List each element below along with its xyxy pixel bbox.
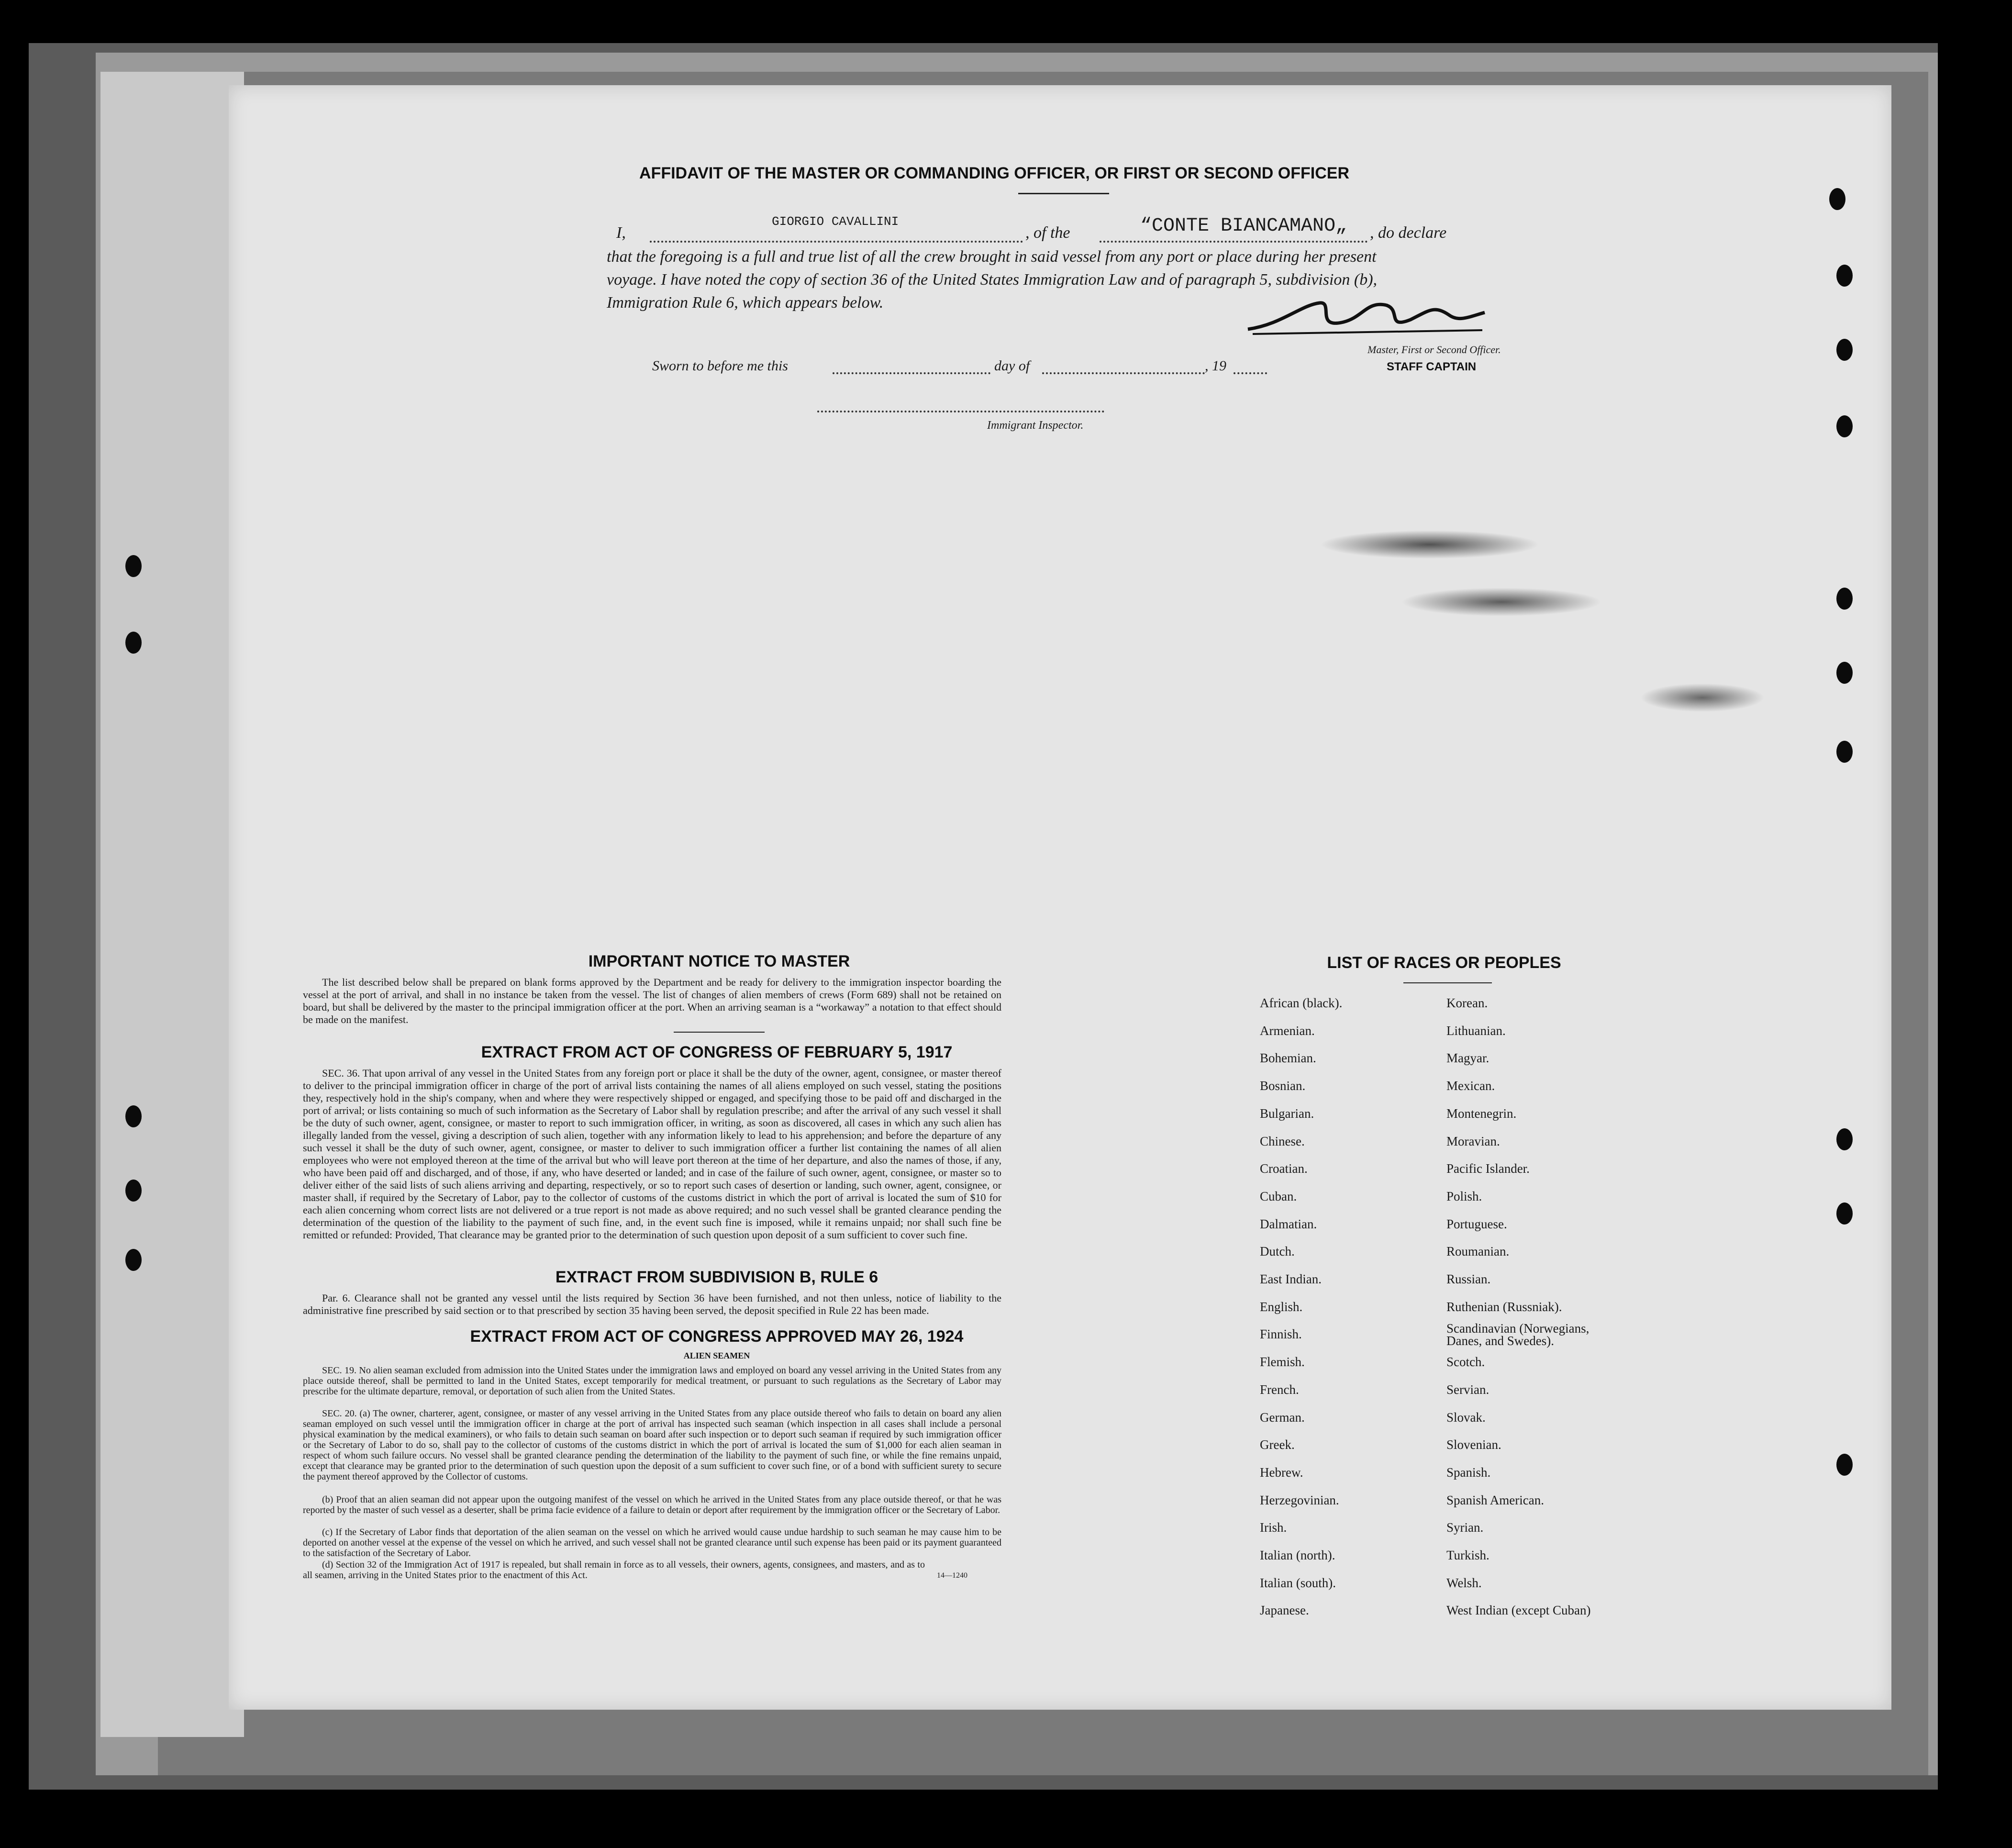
race-item: Mexican. bbox=[1446, 1079, 1495, 1093]
binder-hole bbox=[125, 555, 142, 577]
race-item: Scandinavian (Norwegians, Danes, and Swedes). bbox=[1446, 1321, 1590, 1348]
race-item: Dalmatian. bbox=[1260, 1216, 1317, 1231]
officer-name: GIORGIO CAVALLINI bbox=[772, 214, 899, 229]
section-rule bbox=[674, 1032, 765, 1033]
binder-hole bbox=[1836, 265, 1853, 287]
race-item: Korean. bbox=[1446, 996, 1488, 1010]
day-of-label: day of bbox=[994, 358, 1030, 374]
races-rule bbox=[1403, 982, 1492, 983]
race-item: Bohemian. bbox=[1260, 1051, 1316, 1066]
race-item: Polish. bbox=[1446, 1189, 1482, 1203]
race-item: Italian (north). bbox=[1260, 1548, 1335, 1562]
of-the-label: , of the bbox=[1025, 224, 1070, 242]
title-rule bbox=[1018, 193, 1109, 194]
race-item: Lithuanian. bbox=[1446, 1023, 1506, 1038]
sworn-year-line bbox=[1234, 372, 1267, 374]
race-item: Spanish. bbox=[1446, 1465, 1491, 1480]
race-item: Welsh. bbox=[1446, 1575, 1482, 1590]
binder-hole bbox=[125, 632, 142, 654]
form-number: 14—1240 bbox=[937, 1571, 967, 1580]
binder-hole bbox=[1836, 415, 1853, 437]
race-item: Armenian. bbox=[1260, 1023, 1315, 1038]
extract-1924-subtitle: ALIEN SEAMEN bbox=[683, 1351, 750, 1360]
inspector-label: Immigrant Inspector. bbox=[987, 419, 1084, 432]
officer-rank: STAFF CAPTAIN bbox=[1387, 360, 1477, 373]
binder-hole bbox=[125, 1180, 142, 1202]
race-item: Slovak. bbox=[1446, 1410, 1486, 1425]
binder-hole bbox=[1836, 588, 1853, 610]
race-item: Croatian. bbox=[1260, 1161, 1308, 1176]
vessel-name: “CONTE BIANCAMANO„ bbox=[1140, 215, 1347, 237]
extract-1924-sec20b: (b) Proof that an alien seaman did not appear upon the outgoing manifest of the vessel on which he arrived in the United States from any place outside thereof, or that he was reported by the master of such vessel as a deserter, shall be prima facie evidence of a failure to detain or deport after requirement by the immigration officer or the Secretary of Labor. bbox=[303, 1494, 1001, 1515]
do-declare-label: , do declare bbox=[1370, 224, 1447, 242]
ink-smudge bbox=[1640, 683, 1765, 712]
extract-1924-title: EXTRACT FROM ACT OF CONGRESS APPROVED MAY 26, 1924 bbox=[470, 1327, 964, 1346]
race-item: East Indian. bbox=[1260, 1272, 1322, 1286]
inspector-signature-line bbox=[817, 411, 1104, 412]
race-item: Hebrew. bbox=[1260, 1465, 1303, 1480]
binder-hole bbox=[125, 1249, 142, 1271]
race-item: Greek. bbox=[1260, 1437, 1295, 1452]
race-item: Scotch. bbox=[1446, 1355, 1485, 1369]
year-label: , 19 bbox=[1205, 358, 1226, 374]
sworn-label: Sworn to before me this bbox=[652, 358, 788, 374]
race-item: Roumanian. bbox=[1446, 1244, 1510, 1259]
race-item: Finnish. bbox=[1260, 1327, 1302, 1342]
officer-name-line bbox=[650, 241, 1023, 243]
binder-hole bbox=[1836, 339, 1853, 361]
race-item: English. bbox=[1260, 1299, 1303, 1314]
races-title: LIST OF RACES OR PEOPLES bbox=[1327, 954, 1561, 972]
affidavit-line-3: voyage. I have noted the copy of section 36 of the United States Immigration Law and of paragraph 5, subdivision (b), bbox=[607, 271, 1378, 289]
under-page-strip bbox=[100, 72, 244, 1737]
race-item: Ruthenian (Russniak). bbox=[1446, 1299, 1562, 1314]
race-item: Moravian. bbox=[1446, 1134, 1500, 1148]
extract-1917-body: SEC. 36. That upon arrival of any vessel in the United States from any foreign port or place it shall be the duty of the owner, agent, consignee, or master thereof to deliver to the principal immigration officer in charge of the port of arrival lists containing the names of all aliens employed on such vessel, stating the positions they, respectively hold in the ship's company, when and where they were respectively shipped or engaged, and specifying those to be paid off and discharged in the port of arrival; or lists containing so much of such information as the Secretary of Labor shall by regulation prescribe; and after the arrival of any such vessel it shall be the duty of such owner, agent, consignee, or master to report to such immigration officer, in writing, as soon as discovered, all cases in which any such alien has illegally landed from the vessel, giving a description of such alien, together with any information likely to lead to his apprehension; and before the departure of any such vessel it shall be the duty of such owner, agent, consignee, or master to deliver to such immigration officer a further list containing the names of all alien employees who were not employed thereon at the time of the arrival but who will leave port thereon at the time of her departure, and also the names of those, if any, who have been paid off and discharged, and of those, if any, who have deserted or landed; and in case of the failure of such owner, agent, consignee, or master so to deliver either of the said lists of such aliens arriving and departing, respectively, or so to report such cases of desertion or landing, such owner, agent, consignee, or master shall, if required by the Secretary of Labor, pay to the collector of customs of the customs district in which the port of arrival is located the sum of $10 for each alien concerning whom correct lists are not delivered or a true report is not made as above required; and no such vessel shall be granted clearance pending the determination of the question of the liability to the payment of such fine, and, in the event such fine is imposed, while it remains unpaid; nor shall such fine be remitted or refunded: Provided, That clearance may be granted prior to the determination of such question upon deposit of a sum sufficient to cover such fine. bbox=[303, 1067, 1001, 1241]
race-item: French. bbox=[1260, 1382, 1299, 1397]
race-item: Spanish American. bbox=[1446, 1492, 1544, 1507]
binder-hole bbox=[1836, 1454, 1853, 1476]
race-item: West Indian (except Cuban) bbox=[1446, 1603, 1591, 1618]
race-item: Servian. bbox=[1446, 1382, 1490, 1397]
signature-caption: Master, First or Second Officer. bbox=[1367, 344, 1501, 356]
race-item: Portuguese. bbox=[1446, 1216, 1507, 1231]
affidavit-page bbox=[229, 85, 1891, 1710]
extract-1917-title: EXTRACT FROM ACT OF CONGRESS OF FEBRUARY 5, 1917 bbox=[481, 1043, 953, 1061]
extract-1924-sec20d: (d) Section 32 of the Immigration Act of 1917 is repealed, but shall remain in force as to all vessels, their owners, agents, consignees, and masters, and as to all seamen, arriving in the United States prior to the enactment of this Act. bbox=[303, 1559, 925, 1581]
ink-smudge bbox=[1320, 530, 1540, 559]
affidavit-title: AFFIDAVIT OF THE MASTER OR COMMANDING OFFICER, OR FIRST OR SECOND OFFICER bbox=[639, 164, 1349, 182]
race-item: Syrian. bbox=[1446, 1520, 1484, 1535]
vessel-name-line bbox=[1100, 241, 1367, 243]
race-item: Slovenian. bbox=[1446, 1437, 1501, 1452]
race-item: German. bbox=[1260, 1410, 1305, 1425]
race-item: Dutch. bbox=[1260, 1244, 1295, 1259]
binder-hole bbox=[1829, 188, 1845, 210]
binder-hole bbox=[1836, 741, 1853, 763]
notice-body: The list described below shall be prepared on blank forms approved by the Department and be ready for delivery to the immigration inspector boarding the vessel at the port of arrival, and shall in no instance be taken from the vessel. The list of changes of alien members of crews (Form 689) shall not be retained on board, but shall be delivered by the master to the principal immigration officer at the port. When an arriving seaman is a “workaway” a notation to that effect should be made on the manifest. bbox=[303, 976, 1001, 1025]
race-item: Bosnian. bbox=[1260, 1079, 1306, 1093]
race-item: Chinese. bbox=[1260, 1134, 1305, 1148]
notice-title: IMPORTANT NOTICE TO MASTER bbox=[588, 952, 850, 970]
binder-hole bbox=[1836, 662, 1853, 684]
race-item: Pacific Islander. bbox=[1446, 1161, 1530, 1176]
extract-1924-sec20c: (c) If the Secretary of Labor finds that deportation of the alien seaman on the vessel on which he arrived would cause undue hardship to such seaman he may cause him to be deported on another vessel at the expense of the vessel on which he arrived, and such vessel shall not be granted clearance until such expense has been paid or its payment guaranteed to the satisfaction of the Secretary of Labor. bbox=[303, 1527, 1001, 1559]
race-item: Bulgarian. bbox=[1260, 1106, 1314, 1121]
extract-rule6-body: Par. 6. Clearance shall not be granted any vessel until the lists required by Section 36 have been furnished, and not then unless, notice of liability to the administrative fine prescribed by said section or to that prescribed by section 35 having been served, the deposit specified in Rule 22 has been made. bbox=[303, 1292, 1001, 1316]
affidavit-line-4: Immigration Rule 6, which appears below. bbox=[607, 294, 884, 312]
race-item: Montenegrin. bbox=[1446, 1106, 1517, 1121]
race-item: Irish. bbox=[1260, 1520, 1287, 1535]
binder-hole bbox=[1836, 1128, 1853, 1150]
race-item: Cuban. bbox=[1260, 1189, 1297, 1203]
handwritten-signature bbox=[1243, 296, 1492, 339]
race-item: African (black). bbox=[1260, 996, 1343, 1010]
race-item: Japanese. bbox=[1260, 1603, 1309, 1618]
race-item: Russian. bbox=[1446, 1272, 1491, 1286]
race-item: Herzegovinian. bbox=[1260, 1492, 1339, 1507]
ink-smudge bbox=[1401, 588, 1602, 616]
affidavit-line-2: that the foregoing is a full and true list of all the crew brought in said vessel from any port or place during her present bbox=[607, 248, 1377, 266]
race-item: Magyar. bbox=[1446, 1051, 1490, 1066]
sworn-day-line bbox=[833, 372, 990, 374]
binder-hole bbox=[125, 1105, 142, 1127]
extract-1924-sec20a: SEC. 20. (a) The owner, charterer, agent, consignee, or master of any vessel arriving in the United States from any place outside thereof who fails to detain on board any alien seaman employed on such vessel until the immigration officer in charge at the port of arrival has inspected such seaman (which inspection in all cases shall include a personal physical examination by the medical examiners), or who fails to detain such seaman on board after such inspection or to deport such seaman if required by such immigration officer or the Secretary of Labor to do so, shall pay to the collector of customs of the customs district in which the port of arrival is located the sum of $1,000 for each alien seaman in respect of whom such failure occurs. No vessel shall be granted clearance pending the determination of the liability to the payment of such fine, or while the fine remains unpaid, except that clearance may be granted prior to the determination of such question upon the deposit of a sum sufficient to cover such fine, or of a bond with sufficient surety to secure the payment thereof approved by the Collector of customs. bbox=[303, 1408, 1001, 1482]
race-item: Flemish. bbox=[1260, 1355, 1305, 1369]
i-label: I, bbox=[616, 224, 626, 242]
race-item: Italian (south). bbox=[1260, 1575, 1336, 1590]
extract-rule6-title: EXTRACT FROM SUBDIVISION B, RULE 6 bbox=[555, 1268, 878, 1286]
race-item: Turkish. bbox=[1446, 1548, 1490, 1562]
binder-hole bbox=[1836, 1202, 1853, 1225]
extract-1924-sec19: SEC. 19. No alien seaman excluded from admission into the United States under the immigration laws and employed on board any vessel arriving in the United States from any place outside thereof, shall be permitted to land in the United States, except temporarily for medical treatment, or pursuant to such regulations as the Secretary of Labor may prescribe for the ultimate departure, removal, or deportation of such alien from the United States. bbox=[303, 1365, 1001, 1397]
sworn-month-line bbox=[1042, 372, 1205, 374]
